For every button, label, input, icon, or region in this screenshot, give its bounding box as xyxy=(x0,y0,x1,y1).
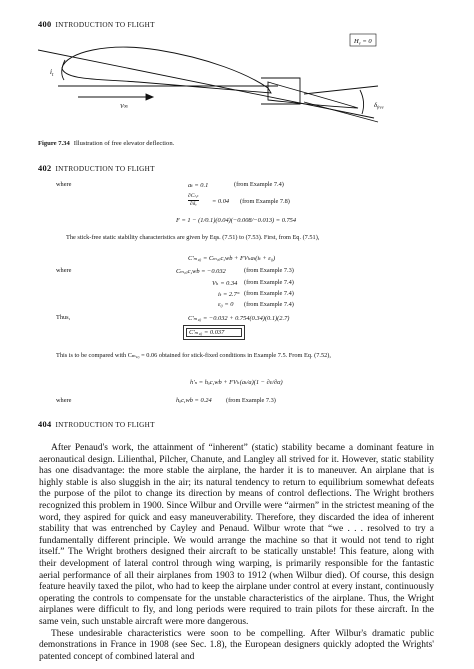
comparison-paragraph: This is to be compared with Cₘ,₀ = 0.06 obtained for stick-fixed conditions in Example 7.5. From Eq. (7.52), xyxy=(56,352,331,359)
label-he: H xyxy=(354,38,359,45)
label-he-eq: = 0 xyxy=(360,38,372,45)
boxed-result: C′ₘ,₀ = 0.037 xyxy=(189,329,225,336)
caption-text: Illustration of free elevator deflection. xyxy=(73,140,175,147)
stick-free-paragraph: The stick-free static stability characteristics are given by Eqs. (7.51) to (7.53). First, from Eq. (7.51), xyxy=(66,234,320,241)
equation-it: iₜ = 2.7° xyxy=(218,291,240,298)
running-head: INTRODUCTION TO FLIGHT xyxy=(55,21,155,29)
equation-at-note: (from Example 7.4) xyxy=(234,181,284,188)
chord-line xyxy=(38,50,374,118)
equation-vh-note: (from Example 7.4) xyxy=(244,279,294,286)
equation-dcl-value: = 0.04 xyxy=(212,198,230,205)
equation-at: aₜ = 0.1 xyxy=(188,182,209,189)
equation-hac-note: (from Example 7.3) xyxy=(226,397,276,404)
page-number: 400 xyxy=(38,20,52,29)
running-head: INTRODUCTION TO FLIGHT xyxy=(55,165,155,173)
equation-e0: ε₀ = 0 xyxy=(218,301,234,308)
where-label-3: where xyxy=(56,397,72,404)
page-404-header xyxy=(38,420,155,429)
figure-caption xyxy=(38,140,174,147)
equation-it-note: (from Example 7.4) xyxy=(244,290,294,297)
svg-text:it xyxy=(50,68,54,78)
page-400-header xyxy=(38,20,155,29)
free-elevator-figure xyxy=(38,30,438,136)
equation-dcl-note: (from Example 7.8) xyxy=(240,198,290,205)
deflection-arc xyxy=(360,90,364,114)
where-label-1: where xyxy=(56,181,72,188)
running-head: INTRODUCTION TO FLIGHT xyxy=(55,421,155,429)
equation-e0-note: (from Example 7.4) xyxy=(244,301,294,308)
equation-hac: hₐc,wb = 0.24 xyxy=(176,397,212,404)
equation-vh: Vₕ = 0.34 xyxy=(212,280,238,287)
history-body-text xyxy=(39,443,434,663)
equation-cm0-calc: C′ₘ,₀ = −0.032 + 0.754(0.34)(0.1)(2.7) xyxy=(188,315,290,322)
label-he-sub: e xyxy=(358,40,361,46)
svg-text:He = 0 xyxy=(353,38,372,46)
paragraph: These undesirable characteristics were soon to be compelling. After Wilbur's dramatic public demonstrations in France in 1908 (see Sec. 1.8), the European designers quickly adopted the Wrights' patented concept of combined lateral and xyxy=(39,628,434,662)
hinge-housing xyxy=(261,78,300,104)
where-label-2: where xyxy=(56,267,72,274)
label-delta-sub: free xyxy=(377,104,384,110)
equation-hn: h′ₙ = hₐc,wb + FVₕ(aₜ/a)(1 − ∂ε/∂α) xyxy=(190,379,283,386)
equation-dcl-denominator: ∂δₑ xyxy=(189,201,197,207)
equation-dcl-numerator: ∂Cₗ,ₜ xyxy=(188,193,199,199)
page-402-header xyxy=(38,164,155,173)
paragraph: After Penaud's work, the attainment of “inherent” (static) stability became a dominant feature in aeronautical design. Lilienthal, Pilcher, Chanute, and Langley all strived for it. However, static stability has one disadvantage: the more stable the airplane, the harder it is to maneuver. An airplane that is highly stable is also sluggish in the air; its natural tendency to return to equilibrium somewhat defeats the purpose of the pilot to change its direction by means of control deflections. The Wright brothers recognized this problem in 1900. Since Wilbur and Orville were “airmen” in the strictest meaning of the word, they aspired for quick and easy maneuverability. Therefore, they discarded the idea of inherent stability that was entrenched by Cayley and Penaud. Wilbur wrote that “we . . . resolved to try a fundamentally different principle. We would arrange the machine so that it would not tend to right itself.” The Wright brothers designed their aircraft to be statically unstable! This feature, along with their development of lateral control through wing warping, is primarily responsible for the fantastic aerial performance of all their airplanes from 1903 to 1912 (when Wilbur died). Of course, this design feature heavily taxed the pilot, who had to keep the airplane under control at every instant, continuously operating the controls to compensate for the unstable characteristics of the airplane. Thus, the Wright airplanes were difficult to fly, and long periods were required to train pilots for these aircraft. In the same vein, such unstable aircraft were more dangerous. xyxy=(39,443,434,627)
svg-text:δfree xyxy=(374,102,384,110)
equation-f: F = 1 − (1/0.1)(0.04)(−0.008/−0.013) = 0.754 xyxy=(176,217,297,224)
thus-label: Thus, xyxy=(56,314,71,321)
label-i: i xyxy=(50,68,52,76)
label-delta: δ xyxy=(374,102,378,109)
label-t: t xyxy=(51,73,54,78)
caption-number: Figure 7.34 xyxy=(38,140,70,147)
equation-cm0: C′ₘ,₀ = Cₘ,ₐc,wb + FVₕaₜ(iₜ + ε₀) xyxy=(188,255,276,262)
equation-cmac-note: (from Example 7.3) xyxy=(244,267,294,274)
equation-dcl-fraction xyxy=(188,193,199,208)
label-freestream: V∞ xyxy=(120,104,128,110)
equation-cmac: Cₘ,ₐc,wb = −0.032 xyxy=(176,268,226,275)
page-number: 402 xyxy=(38,164,52,173)
page-number: 404 xyxy=(38,420,52,429)
freestream-arrowhead xyxy=(146,94,153,100)
